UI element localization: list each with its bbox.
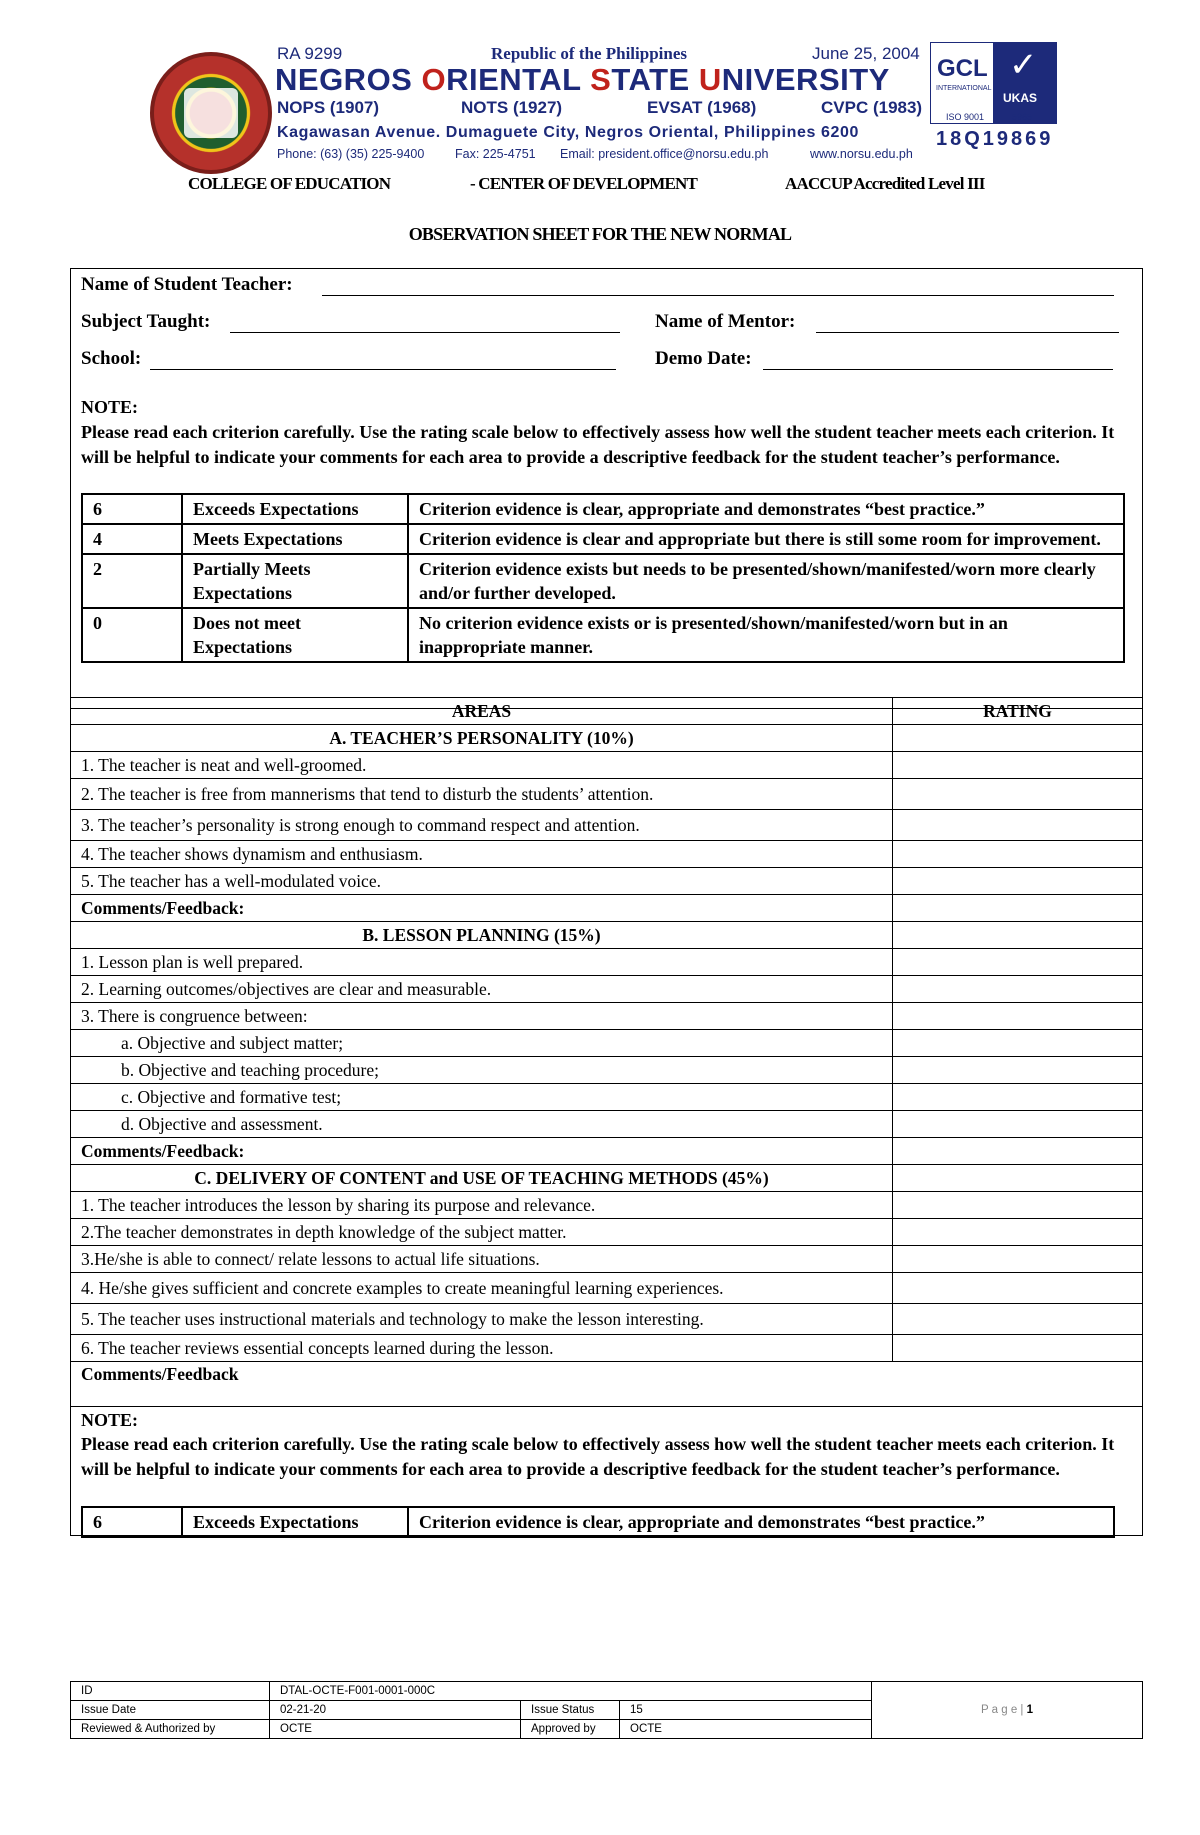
section-b-title: B. LESSON PLANNING (15%)	[71, 922, 893, 949]
student-teacher-field[interactable]	[322, 295, 1114, 296]
criterion-item: 1. The teacher is neat and well-groomed.	[71, 752, 893, 779]
rating-cell[interactable]	[893, 1084, 1143, 1111]
subject-field[interactable]	[230, 332, 620, 333]
email: Email: president.office@norsu.edu.ph	[560, 147, 769, 161]
scale-score: 6	[82, 1507, 182, 1537]
note-body-2: Please read each criterion carefully. Use the rating scale below to effectively assess how well the student teacher meets each criterion. It will be helpful to indicate your comments for each area to provide a descriptive feedback for the student teacher’s performance.	[81, 1434, 1115, 1479]
criterion-subitem: a. Objective and subject matter;	[71, 1030, 893, 1057]
criterion-item: 4. He/she gives sufficient and concrete examples to create meaningful learning experiences.	[71, 1273, 893, 1304]
scale-score: 2	[82, 554, 182, 608]
criterion-item: 5. The teacher has a well-modulated voice.	[71, 868, 893, 895]
scale-level: Exceeds Expectations	[182, 494, 408, 524]
issue-date-label: Issue Date	[71, 1701, 270, 1720]
republic-label: Republic of the Philippines	[491, 44, 688, 63]
student-teacher-label: Name of Student Teacher:	[81, 274, 293, 295]
scale-description: Criterion evidence is clear and appropriate but there is still some room for improvement.	[408, 524, 1124, 554]
scale-description: Criterion evidence is clear, appropriate and demonstrates “best practice.”	[408, 494, 1124, 524]
rating-cell[interactable]	[893, 725, 1143, 752]
scale-level: Meets Expectations	[182, 524, 408, 554]
mentor-field[interactable]	[816, 332, 1119, 333]
mentor-label: Name of Mentor:	[655, 311, 796, 332]
issue-status-label: Issue Status	[521, 1701, 620, 1720]
document-control-footer	[70, 1681, 1143, 1739]
rating-cell[interactable]	[893, 1304, 1143, 1335]
rating-cell[interactable]	[893, 1057, 1143, 1084]
college-name: COLLEGE OF EDUCATION	[188, 174, 391, 193]
scale-row	[82, 524, 1124, 554]
areas-header: AREAS	[71, 698, 893, 725]
note-heading: NOTE:	[81, 397, 139, 417]
reviewed-label: Reviewed & Authorized by	[71, 1720, 270, 1739]
approved-label: Approved by	[521, 1720, 620, 1739]
website: www.norsu.edu.ph	[810, 147, 913, 161]
issue-status-value: 15	[620, 1701, 872, 1720]
rating-cell[interactable]	[893, 922, 1143, 949]
criterion-item: 1. The teacher introduces the lesson by sharing its purpose and relevance.	[71, 1192, 893, 1219]
rating-cell[interactable]	[893, 1246, 1143, 1273]
criterion-item: 2. The teacher is free from mannerisms that tend to disturb the students’ attention.	[71, 779, 893, 810]
year-nots: NOTS (1927)	[461, 98, 563, 117]
page-title: OBSERVATION SHEET FOR THE NEW NORMAL	[408, 224, 792, 244]
rating-cell[interactable]	[893, 976, 1143, 1003]
page-number: P a g e | 1	[872, 1682, 1143, 1739]
rating-cell[interactable]	[893, 779, 1143, 810]
scale-score: 6	[82, 494, 182, 524]
criterion-item: 3. The teacher’s personality is strong enough to command respect and attention.	[71, 810, 893, 841]
comments-b: Comments/Feedback:	[71, 1138, 893, 1165]
section-c-title: C. DELIVERY OF CONTENT and USE OF TEACHING METHODS (45%)	[71, 1165, 893, 1192]
rating-cell[interactable]	[893, 810, 1143, 841]
criterion-item: 1. Lesson plan is well prepared.	[71, 949, 893, 976]
ra-number: RA 9299	[277, 44, 343, 63]
id-label: ID	[71, 1682, 270, 1701]
note-body: Please read each criterion carefully. Use the rating scale below to effectively assess how well the student teacher meets each criterion. It will be helpful to indicate your comments for each area to provide a descriptive feedback for the student teacher’s performance.	[81, 422, 1115, 467]
registration-code: 18Q19869	[936, 128, 1054, 150]
demo-date-field[interactable]	[763, 369, 1113, 370]
rating-header: RATING	[893, 698, 1143, 725]
rating-cell[interactable]	[893, 895, 1143, 922]
year-cvpc: CVPC (1983)	[821, 98, 923, 117]
criterion-item: 5. The teacher uses instructional materials and technology to make the lesson interesting.	[71, 1304, 893, 1335]
comments-c[interactable]: Comments/Feedback	[71, 1362, 1143, 1407]
rating-scale-table-2	[81, 1506, 1115, 1538]
rating-scale-table	[81, 493, 1125, 663]
rating-cell[interactable]	[893, 949, 1143, 976]
criterion-item: 6. The teacher reviews essential concepts learned during the lesson.	[71, 1335, 893, 1362]
phone: Phone: (63) (35) 225-9400	[277, 147, 425, 161]
criterion-subitem: d. Objective and assessment.	[71, 1111, 893, 1138]
id-value: DTAL-OCTE-F001-0001-000C	[270, 1682, 872, 1701]
criterion-item: 2.The teacher demonstrates in depth knowledge of the subject matter.	[71, 1219, 893, 1246]
scale-score: 4	[82, 524, 182, 554]
scale-level: Does not meet Expectations	[182, 608, 408, 662]
scale-row	[82, 608, 1124, 662]
criterion-item: 4. The teacher shows dynamism and enthusiasm.	[71, 841, 893, 868]
school-label: School:	[81, 348, 142, 369]
rating-cell[interactable]	[893, 752, 1143, 779]
checkmark-icon: ✓	[1009, 46, 1038, 84]
year-evsat: EVSAT (1968)	[647, 98, 757, 117]
rating-cell[interactable]	[893, 1335, 1143, 1362]
scale-description: Criterion evidence is clear, appropriate and demonstrates “best practice.”	[408, 1507, 1114, 1537]
demo-date-label: Demo Date:	[655, 348, 752, 369]
rating-cell[interactable]	[893, 1219, 1143, 1246]
university-seal-icon	[150, 52, 272, 174]
scale-level: Partially Meets Expectations	[182, 554, 408, 608]
certification-logo: GCL INTERNATIONAL ✓ UKAS	[930, 42, 1057, 124]
criterion-item: 2. Learning outcomes/objectives are clear and measurable.	[71, 976, 893, 1003]
areas-table	[70, 697, 1143, 1407]
accreditation: AACCUP Accredited Level III	[785, 174, 985, 193]
approved-value: OCTE	[620, 1720, 872, 1739]
rating-cell[interactable]	[893, 1111, 1143, 1138]
rating-cell[interactable]	[893, 1030, 1143, 1057]
criterion-subitem: b. Objective and teaching procedure;	[71, 1057, 893, 1084]
scale-row	[82, 554, 1124, 608]
school-field[interactable]	[150, 369, 616, 370]
section-a-title: A. TEACHER’S PERSONALITY (10%)	[71, 725, 893, 752]
rating-cell[interactable]	[893, 868, 1143, 895]
fax: Fax: 225-4751	[455, 147, 536, 161]
rating-cell[interactable]	[893, 1003, 1143, 1030]
year-nops: NOPS (1907)	[277, 98, 380, 117]
rating-cell[interactable]	[893, 1273, 1143, 1304]
comments-a: Comments/Feedback:	[71, 895, 893, 922]
reviewed-value: OCTE	[270, 1720, 521, 1739]
scale-description: Criterion evidence exists but needs to be presented/shown/manifested/worn more clearly and/or further developed.	[408, 554, 1124, 608]
scale-score: 0	[82, 608, 182, 662]
subject-label: Subject Taught:	[81, 311, 211, 332]
scale-description: No criterion evidence exists or is presented/shown/manifested/worn but in an inappropriate manner.	[408, 608, 1124, 662]
university-name: NEGROS ORIENTAL STATE UNIVERSITY	[275, 62, 890, 97]
issue-date-value: 02-21-20	[270, 1701, 521, 1720]
criterion-item: 3.He/she is able to connect/ relate lessons to actual life situations.	[71, 1246, 893, 1273]
scale-level: Exceeds Expectations	[182, 1507, 408, 1537]
header-date: June 25, 2004	[812, 44, 920, 63]
note-heading-2: NOTE:	[81, 1410, 139, 1430]
scale-row	[82, 494, 1124, 524]
rating-cell[interactable]	[893, 841, 1143, 868]
rating-cell[interactable]	[893, 1138, 1143, 1165]
address: Kagawasan Avenue. Dumaguete City, Negros Oriental, Philippines 6200	[277, 124, 859, 141]
center-of-development: - CENTER OF DEVELOPMENT	[470, 174, 698, 193]
criterion-item: 3. There is congruence between:	[71, 1003, 893, 1030]
rating-cell[interactable]	[893, 1192, 1143, 1219]
criterion-subitem: c. Objective and formative test;	[71, 1084, 893, 1111]
iso-label: ISO 9001	[946, 112, 985, 122]
rating-cell[interactable]	[893, 1165, 1143, 1192]
iso-number: 5965	[1012, 112, 1033, 122]
